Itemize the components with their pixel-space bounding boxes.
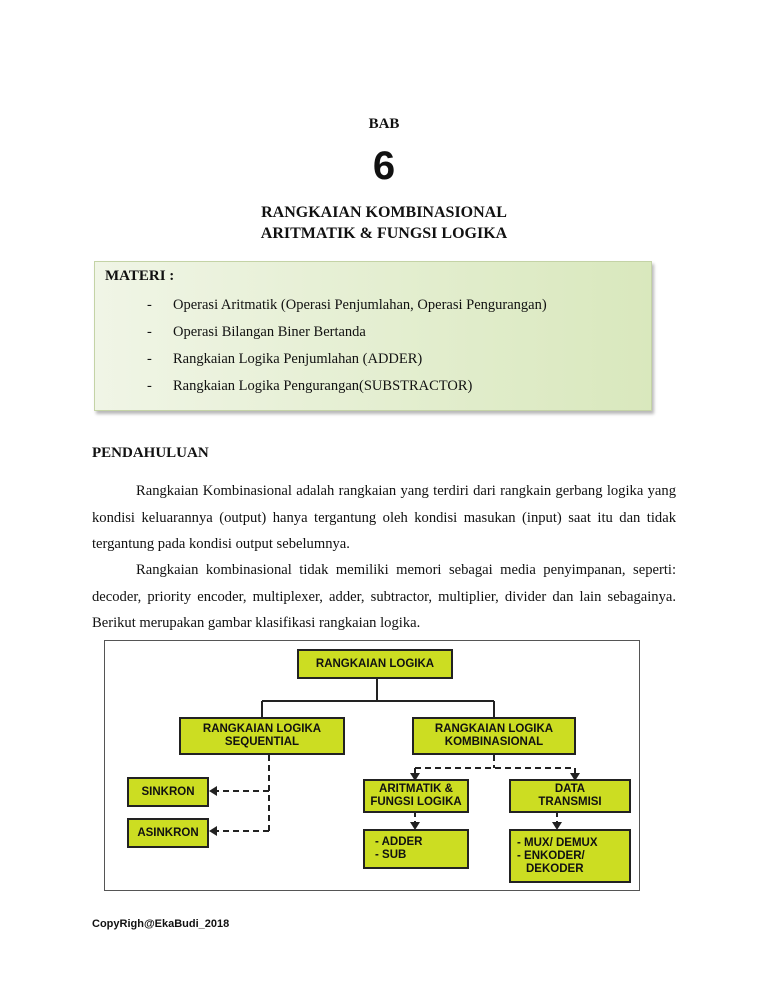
- chapter-title-line2: ARITMATIK & FUNGSI LOGIKA: [260, 225, 508, 242]
- footer-copyright: CopyRigh@EkaBudi_2018: [92, 918, 230, 930]
- materi-box: [94, 261, 652, 411]
- box-rangkaian-logika: RANGKAIAN LOGIKA: [297, 649, 453, 679]
- logic-classification-diagram: [104, 640, 640, 891]
- chapter-number: 6: [372, 144, 396, 188]
- box-aritmatik: ARITMATIK & FUNGSI LOGIKA: [363, 779, 469, 813]
- list-item: - Rangkaian Logika Penjumlahan (ADDER): [147, 351, 423, 367]
- box-kombinasional: RANGKAIAN LOGIKA KOMBINASIONAL: [412, 717, 576, 755]
- box-asinkron: ASINKRON: [127, 818, 209, 848]
- box-sequential: RANGKAIAN LOGIKA SEQUENTIAL: [179, 717, 345, 755]
- list-item: - Operasi Bilangan Biner Bertanda: [147, 324, 366, 340]
- paragraph-examples: Rangkaian kombinasional tidak memiliki memori sebagai media penyimpanan, seperti: decoder, priority encoder, multiplexer, adder, subtractor, multiplier, divider dan lain sebagainya. Berikut merupakan gambar klasifikasi rangkaian logika.: [92, 562, 676, 631]
- section-heading: PENDAHULUAN: [92, 445, 209, 461]
- materi-list: [147, 296, 547, 404]
- box-sinkron: SINKRON: [127, 777, 209, 807]
- box-mux-enkoder: - MUX/ DEMUX - ENKODER/ DEKODER: [509, 829, 631, 883]
- materi-heading: MATERI :: [105, 268, 175, 284]
- paragraph-intro: Rangkaian Kombinasional adalah rangkaian yang terdiri dari rangkain gerbang logika yang kondisi keluarannya (output) hanya tergantung oleh kondisi masukan (input) saat itu dan tidak tergantung pada kondisi output sebelumnya.: [92, 483, 676, 552]
- chapter-label: BAB: [368, 116, 400, 132]
- list-item: - Operasi Aritmatik (Operasi Penjumlahan, Operasi Pengurangan): [147, 297, 547, 313]
- box-data-transmisi: DATA TRANSMISI: [509, 779, 631, 813]
- box-adder-sub: - ADDER - SUB: [363, 829, 469, 869]
- chapter-title-line1: RANGKAIAN KOMBINASIONAL: [261, 204, 507, 221]
- list-item: - Rangkaian Logika Pengurangan(SUBSTRACTOR): [147, 378, 473, 394]
